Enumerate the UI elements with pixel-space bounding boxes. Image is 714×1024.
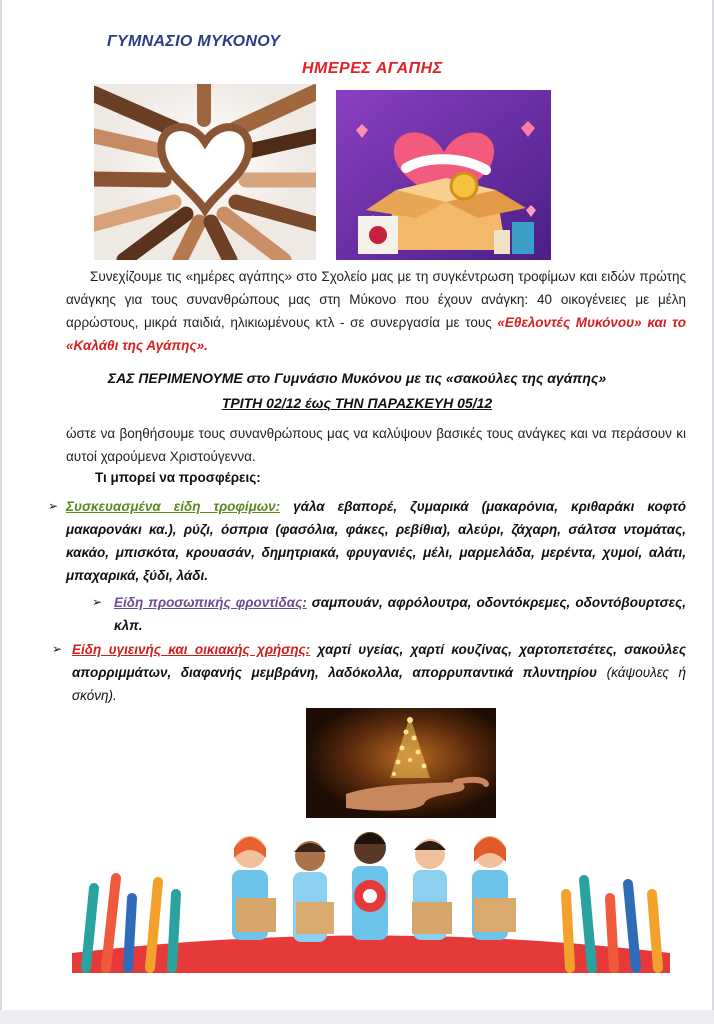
- hands-heart-image: [94, 84, 316, 260]
- school-title: ΓΥΜΝΑΣΙΟ ΜΥΚΟΝΟΥ: [107, 33, 281, 50]
- hygiene-category: Είδη υγιεινής και οικιακής χρήσης:: [72, 642, 311, 657]
- glowing-tree-image: [306, 708, 496, 818]
- arrow-bullet-icon: ➢: [52, 642, 63, 656]
- purpose-paragraph: ώστε να βοηθήσουμε τους συνανθρώπους μας να καλύψουν βασικές τους ανάγκες και να περάσουν κι αυτοί χαρούμενα Χριστούγεννα.: [66, 426, 686, 464]
- food-category: Συσκευασμένα είδη τροφίμων:: [66, 499, 281, 514]
- invitation-line: ΣΑΣ ΠΕΡΙΜΕΝΟΥΜΕ στο Γυμνάσιο Μυκόνου με τις «σακούλες της αγάπης»: [107, 370, 607, 386]
- food-item: [48, 495, 686, 587]
- intro-text: Συνεχίζουμε τις «ημέρες αγάπης» στο Σχολείο μας με τη συγκέντρωση τροφίμων και ειδών πρώτης ανάγκης για τους συνανθρώπους μας στη Μύκονο που έχουν ανάγκη: 40 οικογένειες με μέλη αρρώστους, μικρά παιδιά, ηλικιωμένους κτλ - σε συνεργασία με τους: [66, 269, 686, 330]
- personal-category: Είδη προσωπικής φροντίδας:: [114, 595, 307, 610]
- hygiene-note: (κάψουλες ή σκόνη).: [72, 665, 686, 703]
- arrow-bullet-icon: ➢: [48, 499, 59, 513]
- donation-box-image: [336, 90, 551, 260]
- dates-line: ΤΡΙΤΗ 02/12 έως ΤΗΝ ΠΑΡΑΣΚΕΥΗ 05/12: [221, 395, 493, 411]
- food-list: γάλα εβαπορέ, ζυμαρικά (μακαρόνια, κριθαράκι κοφτό μακαρονάκι κα.), ρύζι, όσπρια (φασόλια, φάκες, ρεβίθια), αλεύρι, ζάχαρη, σάλτσα ντομάτας, κακάο, μπισκότα, κρουασάν, δημητριακά, φρυγανιές, μέλι, μαρμελάδα, μερέντα, χυμοί, αλάτι, μπαχαρικά, ξύδι, λάδι.: [66, 499, 686, 583]
- arrow-bullet-icon: ➢: [92, 595, 103, 609]
- intro-paragraph: [66, 265, 686, 357]
- hygiene-item: [52, 638, 686, 707]
- bottom-strip: [0, 1010, 714, 1024]
- hygiene-list: χαρτί υγείας, χαρτί κουζίνας, χαρτοπετσέτες, σακούλες απορριμμάτων, διαφανής μεμβράνη, λαδόκολλα, απορρυπαντικά πλυντηρίου: [72, 642, 686, 680]
- event-title: ΗΜΕΡΕΣ ΑΓΑΠΗΣ: [302, 60, 443, 77]
- partners-text: «Εθελοντές Μυκόνου» και το «Καλάθι της Αγάπης».: [66, 315, 687, 353]
- offer-question: Τι μπορεί να προσφέρεις:: [95, 470, 261, 485]
- volunteers-image: [72, 818, 670, 973]
- page-left-edge: [0, 0, 2, 1024]
- personal-list: σαμπουάν, αφρόλουτρα, οδοντόκρεμες, οδοντόβουρτσες, κλπ.: [114, 595, 686, 633]
- personal-care-item: [92, 591, 686, 637]
